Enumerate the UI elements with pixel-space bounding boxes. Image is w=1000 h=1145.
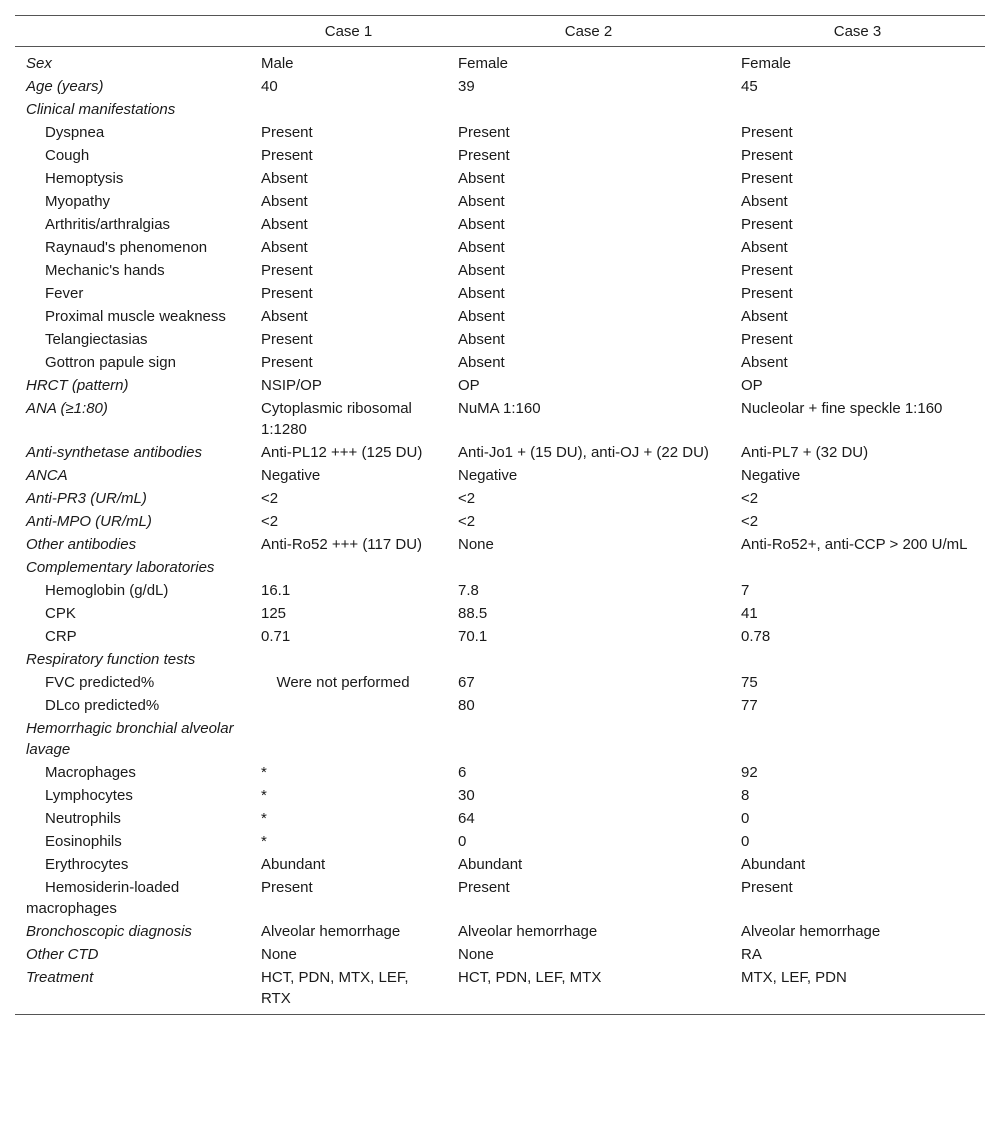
table-row	[15, 98, 985, 121]
table-row	[15, 533, 985, 556]
cell-case-2	[447, 98, 730, 121]
cell-case-1: *	[261, 833, 267, 850]
header-case-2: Case 2	[447, 16, 730, 47]
row-sublabel: Neutrophils	[45, 810, 121, 827]
row-sublabel: Dyspnea	[45, 124, 105, 141]
cell-case-3: Anti-Ro52+, anti-CCP > 200 U/mL	[741, 536, 968, 553]
cell-case-1: Absent	[261, 308, 308, 325]
cell-case-1: Anti-PL12 +++ (125 DU)	[261, 444, 423, 461]
cell-case-3: Absent	[741, 354, 788, 371]
table-row	[15, 47, 985, 76]
cell-case-2: 39	[458, 78, 475, 95]
cell-case-1: Present	[261, 147, 313, 164]
row-sublabel: Erythrocytes	[45, 856, 129, 873]
cell-case-2: Absent	[458, 193, 505, 210]
cell-case-2: 6	[458, 764, 467, 781]
row-label: Complementary laboratories	[26, 559, 215, 576]
table-row	[15, 236, 985, 259]
table-row	[15, 943, 985, 966]
row-sublabel: FVC predicted%	[45, 674, 155, 691]
cell-case-1	[250, 648, 447, 671]
table-row	[15, 397, 985, 441]
cell-case-1: NSIP/OP	[261, 377, 322, 394]
cell-case-2: Female	[458, 55, 509, 72]
cell-case-1	[250, 556, 447, 579]
cell-case-2: <2	[458, 490, 476, 507]
row-label: Treatment	[15, 966, 250, 1015]
cell-case-2: 7.8	[458, 582, 479, 599]
header-case-1: Case 1	[250, 16, 447, 47]
cell-case-1	[250, 717, 447, 761]
cell-case-1: <2	[261, 490, 279, 507]
cell-case-3: Alveolar hemorrhage	[741, 923, 881, 940]
cell-case-3: 0	[741, 810, 750, 827]
cell-case-1: *	[261, 787, 267, 804]
table-row	[15, 374, 985, 397]
cell-case-3	[730, 556, 985, 579]
cell-case-1: *	[261, 810, 267, 827]
cell-case-1: Present	[261, 124, 313, 141]
table-row	[15, 579, 985, 602]
row-sublabel: Arthritis/arthralgias	[45, 216, 171, 233]
row-label: Anti-synthetase antibodies	[26, 444, 202, 461]
header-row	[15, 16, 985, 47]
cell-case-1: *	[261, 764, 267, 781]
table-row	[15, 648, 985, 671]
cell-case-2	[447, 648, 730, 671]
cell-case-3	[730, 648, 985, 671]
row-sublabel: Lymphocytes	[45, 787, 133, 804]
cell-case-2: OP	[458, 377, 480, 394]
row-sublabel: Eosinophils	[45, 833, 122, 850]
cell-case-1: Were not performed	[276, 674, 410, 691]
table-row	[15, 144, 985, 167]
cell-case-3: 45	[741, 78, 758, 95]
cell-case-2: Absent	[458, 331, 505, 348]
table-row	[15, 487, 985, 510]
cell-case-1: Alveolar hemorrhage	[261, 923, 401, 940]
cell-case-2	[447, 556, 730, 579]
cell-case-3	[730, 98, 985, 121]
clinical-cases-table	[15, 15, 985, 1015]
cell-case-1: Absent	[261, 216, 308, 233]
cell-case-3: Present	[741, 262, 793, 279]
table-row	[15, 464, 985, 487]
row-label: Anti-MPO (UR/mL)	[26, 513, 152, 530]
cell-case-2: Absent	[458, 216, 505, 233]
cell-case-3: 41	[741, 605, 758, 622]
row-label: Hemorrhagic bronchial alveolar lavage	[26, 720, 234, 758]
cell-case-1: 0.71	[261, 628, 291, 645]
cell-case-3: Present	[741, 170, 793, 187]
cell-case-1	[250, 694, 447, 717]
table-row	[15, 510, 985, 533]
cell-case-3: Negative	[741, 467, 801, 484]
row-sublabel: Cough	[45, 147, 90, 164]
cell-case-2: 0	[458, 833, 467, 850]
table-row	[15, 671, 985, 694]
cell-case-2: Absent	[458, 354, 505, 371]
cell-case-2: Absent	[458, 308, 505, 325]
cell-case-3: 75	[741, 674, 758, 691]
table-row	[15, 328, 985, 351]
cell-case-3	[730, 717, 985, 761]
cell-case-3: 7	[741, 582, 750, 599]
cell-case-3: Present	[741, 124, 793, 141]
cell-case-3: Nucleolar + fine speckle 1:160	[741, 400, 943, 417]
cell-case-1: Negative	[261, 467, 321, 484]
row-sublabel: Hemosiderin-loaded macrophages	[26, 879, 180, 917]
header-empty	[15, 16, 250, 47]
cell-case-3: 77	[741, 697, 758, 714]
cell-case-1: Absent	[261, 170, 308, 187]
table-row	[15, 717, 985, 761]
cell-case-2: None	[458, 536, 494, 553]
cell-case-3: Abundant	[741, 856, 806, 873]
table-row	[15, 282, 985, 305]
table-row	[15, 121, 985, 144]
row-label: ANCA	[26, 467, 68, 484]
cell-case-3: Anti-PL7 + (32 DU)	[741, 444, 869, 461]
row-sublabel: Proximal muscle weakness	[45, 308, 226, 325]
table-row	[15, 876, 985, 920]
table-row	[15, 556, 985, 579]
row-label: Other antibodies	[26, 536, 137, 553]
cell-case-2: 30	[458, 787, 475, 804]
table-row	[15, 694, 985, 717]
cell-case-3: <2	[741, 513, 759, 530]
table-row	[15, 305, 985, 328]
table-row	[15, 761, 985, 784]
cell-case-1: None	[261, 946, 297, 963]
cell-case-1: Anti-Ro52 +++ (117 DU)	[261, 536, 423, 553]
table-row	[15, 213, 985, 236]
row-label: Age (years)	[26, 78, 104, 95]
row-label: Bronchoscopic diagnosis	[26, 923, 192, 940]
cell-case-1: Absent	[261, 193, 308, 210]
table-body	[15, 47, 985, 1015]
cell-case-3: Female	[741, 55, 792, 72]
row-sublabel: Myopathy	[45, 193, 111, 210]
table-row	[15, 75, 985, 98]
cell-case-2: Present	[458, 147, 510, 164]
cell-case-2: Absent	[458, 239, 505, 256]
row-sublabel: DLco predicted%	[45, 697, 160, 714]
cell-case-2: Absent	[458, 170, 505, 187]
cell-case-3: <2	[741, 490, 759, 507]
table-row	[15, 966, 985, 1015]
row-label: Anti-PR3 (UR/mL)	[26, 490, 147, 507]
cell-case-2: Absent	[458, 285, 505, 302]
table-row	[15, 602, 985, 625]
cell-case-2: 64	[458, 810, 475, 827]
row-sublabel: Gottron papule sign	[45, 354, 176, 371]
cell-case-2: Present	[458, 879, 510, 896]
table-row	[15, 441, 985, 464]
cell-case-2: Abundant	[458, 856, 523, 873]
cell-case-3: Present	[741, 879, 793, 896]
row-sublabel: Mechanic's hands	[45, 262, 165, 279]
cell-case-1: Cytoplasmic ribosomal 1:1280	[261, 400, 412, 438]
table-row	[15, 830, 985, 853]
row-label: Clinical manifestations	[26, 101, 176, 118]
cell-case-2: <2	[458, 513, 476, 530]
row-label: ANA (≥1:80)	[26, 400, 108, 417]
cell-case-2: Present	[458, 124, 510, 141]
cell-case-1: 16.1	[261, 582, 291, 599]
cell-case-1: Present	[261, 331, 313, 348]
row-sublabel: CPK	[45, 605, 76, 622]
header-case-3: Case 3	[730, 16, 985, 47]
row-sublabel: Macrophages	[45, 764, 136, 781]
row-sublabel: Hemoglobin (g/dL)	[45, 582, 169, 599]
cell-case-2: 67	[458, 674, 475, 691]
cell-case-3: 0.78	[741, 628, 771, 645]
cell-case-1: Abundant	[261, 856, 326, 873]
row-label: Sex	[26, 55, 52, 72]
row-sublabel: Hemoptysis	[45, 170, 124, 187]
cell-case-3: Present	[741, 216, 793, 233]
cell-case-2: Alveolar hemorrhage	[458, 923, 598, 940]
cell-case-1: 40	[261, 78, 278, 95]
cell-case-1: Present	[261, 354, 313, 371]
cell-case-3: RA	[741, 946, 762, 963]
cell-case-2	[447, 717, 730, 761]
cell-case-1: HCT, PDN, MTX, LEF, RTX	[250, 966, 447, 1015]
cell-case-1: Absent	[261, 239, 308, 256]
cell-case-3: Absent	[741, 308, 788, 325]
cell-case-3: Present	[741, 147, 793, 164]
row-sublabel: Telangiectasias	[45, 331, 148, 348]
cell-case-1: Present	[261, 285, 313, 302]
cell-case-1	[250, 98, 447, 121]
cell-case-2: Anti-Jo1 + (15 DU), anti-OJ + (22 DU)	[458, 444, 709, 461]
cell-case-2: HCT, PDN, LEF, MTX	[447, 966, 730, 1015]
cell-case-3: Present	[741, 285, 793, 302]
cell-case-2: NuMA 1:160	[458, 400, 541, 417]
row-label: Other CTD	[26, 946, 99, 963]
table-row	[15, 625, 985, 648]
cell-case-3: Present	[741, 331, 793, 348]
table-row	[15, 167, 985, 190]
table-container	[15, 15, 985, 1015]
table-row	[15, 920, 985, 943]
row-sublabel: CRP	[45, 628, 77, 645]
cell-case-2: None	[458, 946, 494, 963]
row-label: HRCT (pattern)	[26, 377, 129, 394]
table-row	[15, 190, 985, 213]
cell-case-3: 0	[741, 833, 750, 850]
table-row	[15, 807, 985, 830]
table-row	[15, 351, 985, 374]
row-sublabel: Fever	[45, 285, 84, 302]
cell-case-1: 125	[261, 605, 287, 622]
cell-case-2: Absent	[458, 262, 505, 279]
cell-case-3: 92	[741, 764, 758, 781]
cell-case-3: 8	[741, 787, 750, 804]
cell-case-3: Absent	[741, 239, 788, 256]
cell-case-2: 70.1	[458, 628, 488, 645]
cell-case-2: Negative	[458, 467, 518, 484]
cell-case-1: Male	[261, 55, 294, 72]
table-row	[15, 259, 985, 282]
cell-case-2: 88.5	[458, 605, 488, 622]
cell-case-1: <2	[261, 513, 279, 530]
table-row	[15, 853, 985, 876]
cell-case-3: Absent	[741, 193, 788, 210]
table-row	[15, 784, 985, 807]
row-sublabel: Raynaud's phenomenon	[45, 239, 208, 256]
row-label: Respiratory function tests	[26, 651, 196, 668]
cell-case-3: MTX, LEF, PDN	[730, 966, 985, 1015]
cell-case-2: 80	[458, 697, 475, 714]
cell-case-1: Present	[261, 262, 313, 279]
cell-case-1: Present	[261, 879, 313, 896]
cell-case-3: OP	[741, 377, 763, 394]
